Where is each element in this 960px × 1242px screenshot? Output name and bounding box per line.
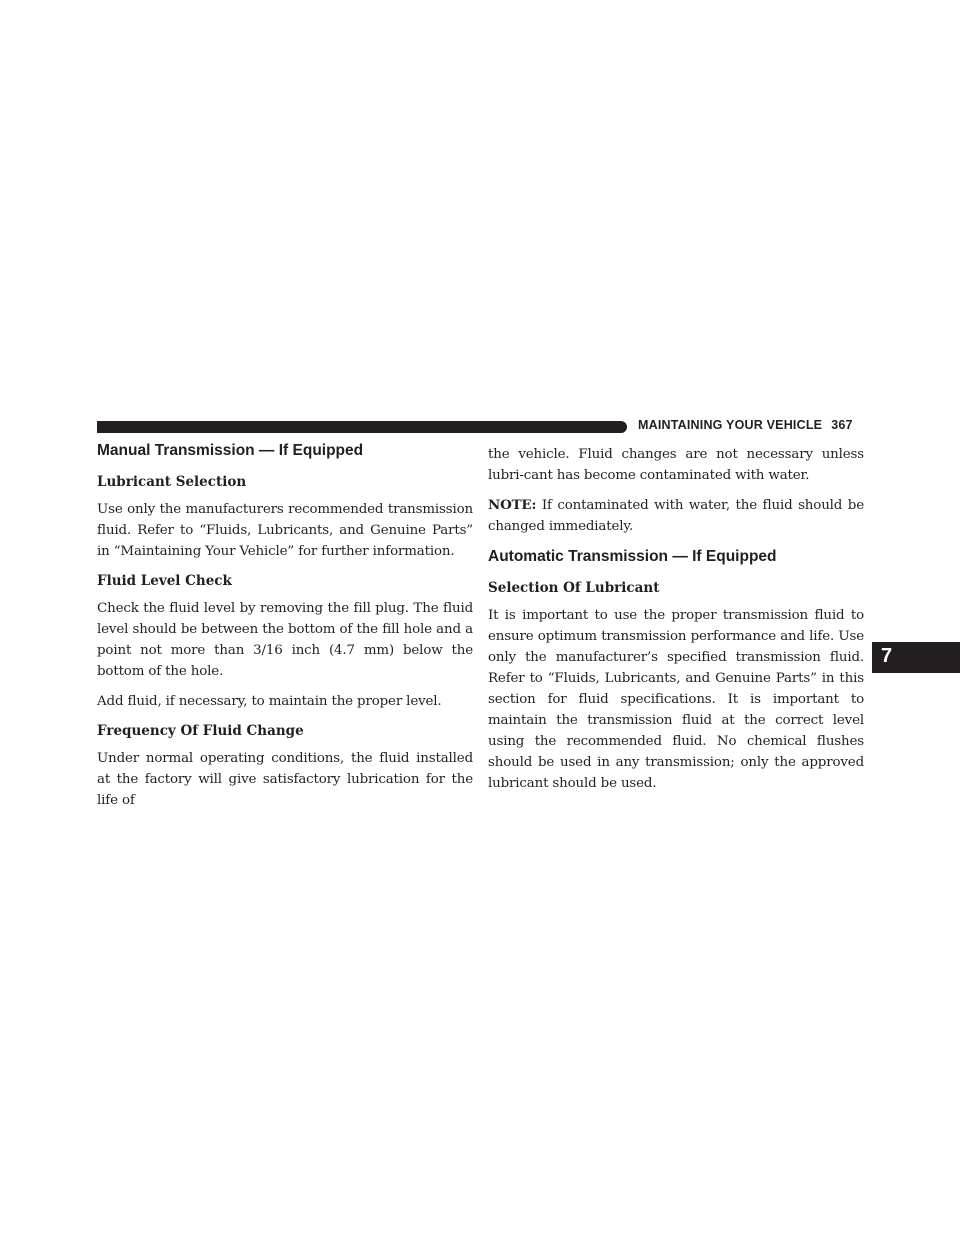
running-header	[638, 418, 853, 432]
manual-transmission-heading: Manual Transmission — If Equipped	[97, 442, 364, 459]
section-title: MAINTAINING YOUR VEHICLE	[638, 418, 823, 432]
note-paragraph	[488, 495, 864, 537]
fluid-change-frequency-paragraph: Under normal operating conditions, the fluid installed at the factory will give satisfactory lubrication for the life of	[97, 751, 473, 808]
lubricant-selection-paragraph: Use only the manufacturers recommended transmission fluid. Refer to “Fluids, Lubricants, and Genuine Parts” in “Maintaining Your Vehicle” for further information.	[97, 502, 473, 559]
fluid-level-check-paragraph: Check the fluid level by removing the fill plug. The fluid level should be between the bottom of the fill hole and a point not more than 3/16 inch (4.7 mm) below the bottom of the hole.	[97, 601, 473, 679]
fluid-level-check-subheading: Fluid Level Check	[97, 573, 232, 589]
header-rule	[97, 421, 627, 433]
chapter-number: 7	[881, 645, 893, 667]
note-label: NOTE:	[488, 497, 537, 513]
selection-of-lubricant-paragraph: It is important to use the proper transmission fluid to ensure optimum transmission performance and life. Use only the manufacturer’s specified transmission fluid. Refer to “Fluids, Lubricants, and Genuine Parts” in this section for fluid specifications. It is important to maintain the transmission fluid at the correct level using the recommended fluid. No chemical flushes should be used in any transmission; only the approved lubricant should be used.	[488, 608, 864, 791]
chapter-tab	[872, 642, 960, 673]
lubricant-selection-subheading: Lubricant Selection	[97, 474, 247, 490]
right-column	[488, 444, 864, 803]
left-column	[97, 440, 473, 820]
automatic-transmission-heading: Automatic Transmission — If Equipped	[488, 548, 777, 565]
page-number: 367	[831, 418, 853, 432]
add-fluid-paragraph: Add fluid, if necessary, to maintain the proper level.	[97, 694, 442, 709]
note-text: If contaminated with water, the fluid should be changed immediately.	[488, 498, 864, 534]
fluid-change-continued-paragraph: the vehicle. Fluid changes are not necessary unless lubri-cant has become contaminated with water.	[488, 447, 864, 483]
selection-of-lubricant-subheading: Selection Of Lubricant	[488, 580, 660, 596]
fluid-change-frequency-subheading: Frequency Of Fluid Change	[97, 723, 304, 739]
